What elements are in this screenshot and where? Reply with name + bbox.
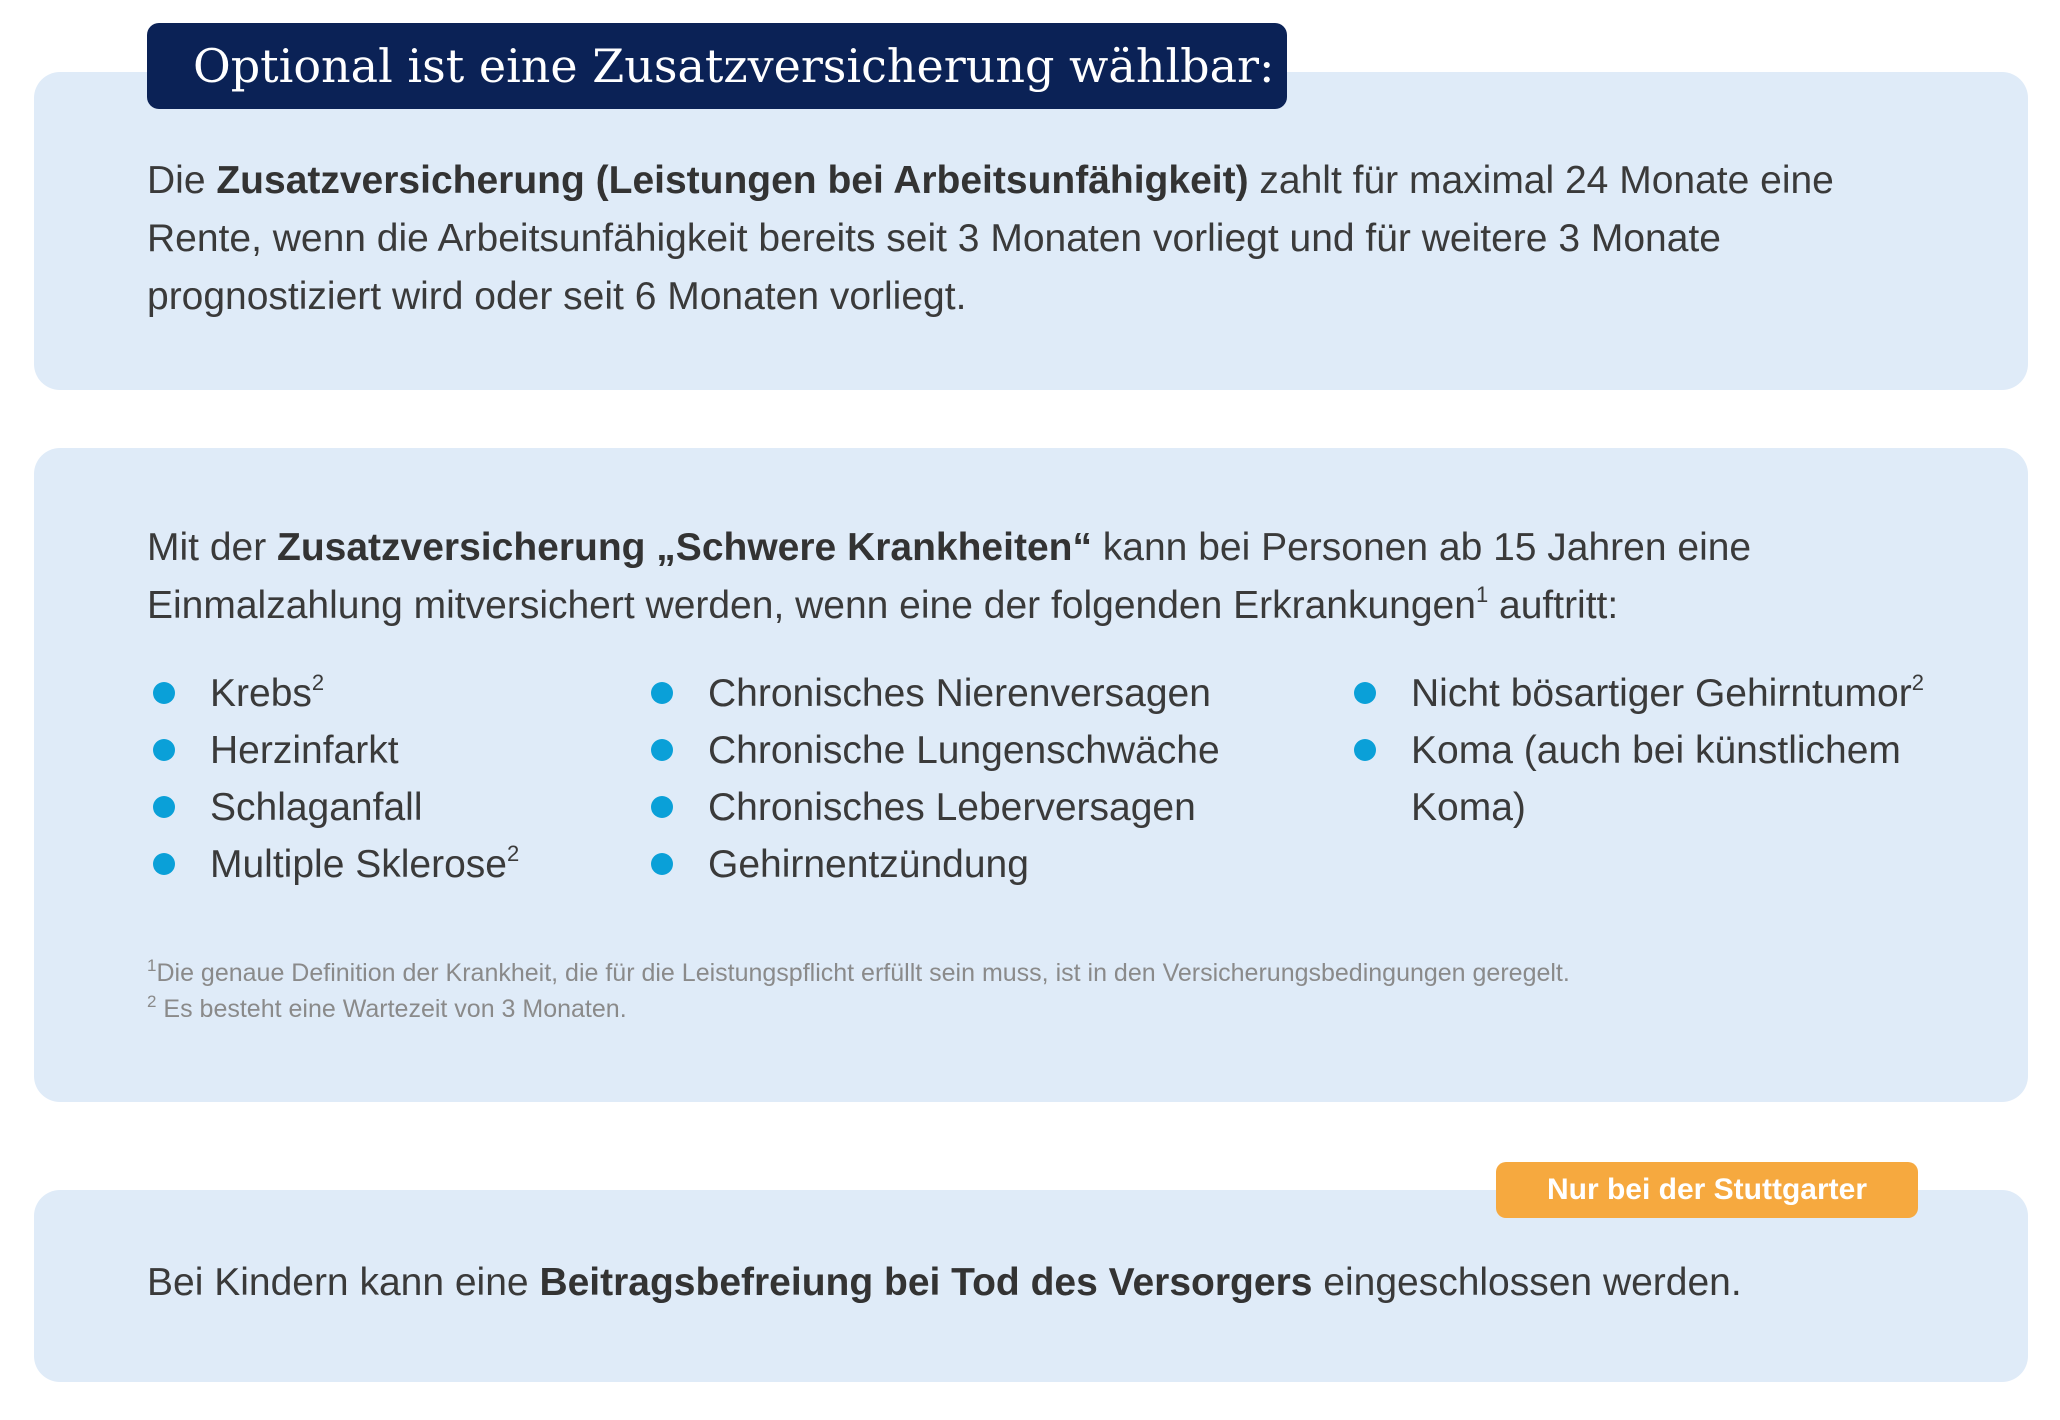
list-item-label: Schlaganfall — [210, 786, 423, 829]
text-segment: eingeschlossen werden. — [1312, 1261, 1742, 1304]
serious-illness-intro — [147, 519, 1947, 635]
text-segment: Mit der — [147, 526, 278, 569]
bullet-icon — [153, 739, 175, 761]
premium-waiver-text — [147, 1254, 1947, 1312]
list-item-label: Chronisches Leberversagen — [708, 786, 1196, 829]
list-item — [645, 779, 1220, 836]
footnote-2 — [147, 991, 1570, 1027]
illness-list-column-3 — [1348, 665, 1971, 836]
section-title: Optional ist eine Zusatzversicherung wählbar: — [147, 23, 1287, 109]
bullet-icon — [651, 739, 673, 761]
list-item-label: Koma (auch bei künstlichem Koma) — [1411, 729, 1901, 829]
list-item — [147, 665, 519, 722]
bullet-icon — [651, 853, 673, 875]
bold-term: Zusatzversicherung „Schwere Krankheiten“ — [277, 526, 1092, 569]
list-item — [147, 722, 519, 779]
illness-list-column-2 — [645, 665, 1220, 893]
footnote-ref: 2 — [506, 841, 520, 866]
bullet-icon — [153, 853, 175, 875]
illness-list-column-1 — [147, 665, 519, 893]
text-segment: Bei Kindern kann eine — [147, 1261, 540, 1304]
list-item-label: Krebs — [210, 672, 312, 715]
list-item-label: Gehirnentzündung — [708, 843, 1029, 886]
footnote-ref: 2 — [311, 670, 325, 695]
list-item-label: Chronisches Nierenversagen — [708, 672, 1211, 715]
stuttgarter-badge: Nur bei der Stuttgarter — [1496, 1162, 1918, 1218]
bullet-icon — [651, 682, 673, 704]
footnote-ref: 2 — [1911, 670, 1924, 695]
list-item-label: Herzinfarkt — [210, 729, 399, 772]
list-item — [147, 779, 519, 836]
text-segment: zahlt für maximal 24 Monate eine Rente, wenn die Arbeitsunfähigkeit bereits seit 3 Monaten vorliegt und für weitere 3 Monate prognostiziert wird oder seit 6 Monaten vorliegt. — [147, 159, 1834, 318]
text-segment: auftritt: — [1488, 584, 1619, 627]
footnote-mark: 2 — [147, 992, 157, 1011]
list-item-label: Nicht bösartiger Gehirntumor — [1411, 672, 1912, 715]
footnotes — [147, 955, 1570, 1027]
footnote-text: Es besteht eine Wartezeit von 3 Monaten. — [156, 995, 627, 1023]
list-item — [645, 722, 1220, 779]
bullet-icon — [153, 682, 175, 704]
list-item — [645, 665, 1220, 722]
list-item — [1348, 722, 1971, 836]
text-segment: Die — [147, 159, 217, 202]
footnote-1 — [147, 955, 1570, 991]
list-item-label: Multiple Sklerose — [210, 843, 507, 886]
bold-term: Beitragsbefreiung bei Tod des Versorgers — [539, 1261, 1313, 1304]
work-incapacity-text — [147, 152, 1947, 326]
bullet-icon — [1354, 682, 1376, 704]
list-item — [147, 836, 519, 893]
footnote-ref: 1 — [1475, 582, 1489, 607]
bullet-icon — [153, 796, 175, 818]
list-item — [1348, 665, 1971, 722]
bullet-icon — [1354, 739, 1376, 761]
list-item — [645, 836, 1220, 893]
bullet-icon — [651, 796, 673, 818]
footnote-mark: 1 — [147, 956, 157, 975]
footnote-text: Die genaue Definition der Krankheit, die für die Leistungspflicht erfüllt sein muss, ist in den Versicherungsbedingungen geregelt. — [156, 959, 1570, 987]
list-item-label: Chronische Lungenschwäche — [708, 729, 1220, 772]
text-segment: kann bei Personen ab 15 Jahren eine Einmalzahlung mitversichert werden, wenn eine der folgenden Erkrankungen — [147, 526, 1752, 627]
bold-term: Zusatzversicherung (Leistungen bei Arbeitsunfähigkeit) — [216, 159, 1249, 202]
